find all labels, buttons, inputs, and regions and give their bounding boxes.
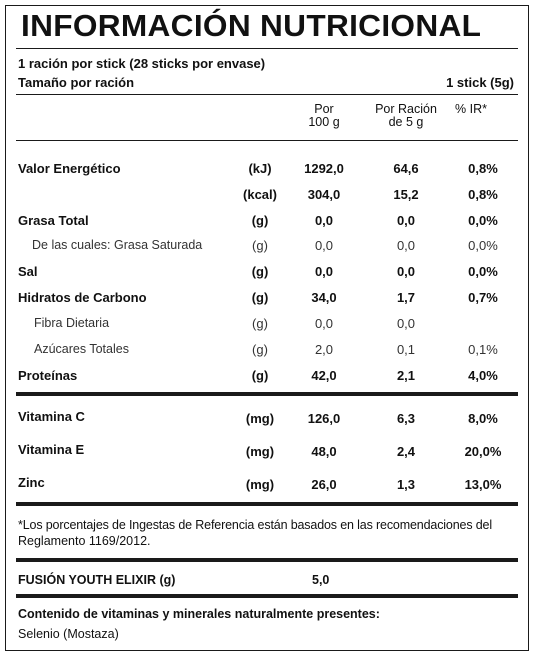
- row-per100: 0,0: [314, 264, 334, 279]
- vitamin-per5: 2,4: [396, 444, 416, 459]
- row-ir: 0,8%: [468, 187, 498, 202]
- row-per5: 15,2: [393, 187, 419, 202]
- vitamin-per100: 26,0: [311, 477, 337, 492]
- serving-size-label: Tamaño por ración: [18, 75, 135, 90]
- serving-size-value: 1 stick (5g): [446, 75, 514, 90]
- row-unit: (kJ): [248, 161, 272, 176]
- row-name: Azúcares Totales: [34, 342, 129, 356]
- label-title: INFORMACIÓN NUTRICIONAL: [21, 8, 482, 43]
- header-divider: [16, 140, 518, 141]
- row-per100: 1292,0: [304, 161, 344, 176]
- row-per5: 64,6: [393, 161, 419, 176]
- row-unit: (g): [251, 264, 269, 279]
- row-name: Proteínas: [18, 368, 78, 383]
- vitamin-name: Vitamina C: [18, 409, 85, 424]
- footnote-line-1: *Los porcentajes de Ingestas de Referencia están basados en las recomendaciones del: [18, 518, 492, 532]
- row-unit: (g): [252, 342, 268, 357]
- row-ir: 0,0%: [468, 238, 498, 253]
- vitamin-ir: 20,0%: [464, 444, 502, 459]
- vitamin-ir: 8,0%: [468, 411, 498, 426]
- row-per100: 0,0: [314, 238, 334, 253]
- vitamin-unit: (mg): [245, 444, 275, 459]
- vitamin-ir: 13,0%: [464, 477, 502, 492]
- row-unit: (g): [251, 290, 269, 305]
- natural-heading: Contenido de vitaminas y minerales naturalmente presentes:: [18, 607, 380, 621]
- row-per5: 1,7: [396, 290, 416, 305]
- row-ir: 0,0%: [468, 264, 498, 279]
- vitamin-name: Vitamina E: [18, 442, 85, 457]
- vitamin-per5: 6,3: [396, 411, 416, 426]
- nutrition-label: [5, 5, 529, 651]
- row-per5: 0,0: [396, 264, 416, 279]
- header-per5: Por Ración de 5 g: [375, 102, 437, 129]
- vitamin-name: Zinc: [18, 475, 45, 490]
- row-ir: 0,1%: [468, 342, 498, 357]
- row-per100: 2,0: [314, 342, 334, 357]
- vitamin-per100: 48,0: [311, 444, 337, 459]
- footnote-divider: [16, 558, 518, 562]
- row-per5: 0,0: [396, 213, 416, 228]
- row-unit: (g): [251, 368, 269, 383]
- vitamin-per5: 1,3: [396, 477, 416, 492]
- fusion-label: FUSIÓN YOUTH ELIXIR (g): [18, 573, 176, 587]
- header-per100: Por 100 g: [308, 102, 340, 129]
- natural-item: Selenio (Mostaza): [18, 627, 119, 641]
- row-name: Grasa Total: [18, 213, 89, 228]
- vitamin-unit: (mg): [245, 477, 275, 492]
- row-name: Sal: [18, 264, 38, 279]
- header-ir: % IR*: [455, 102, 487, 116]
- row-name: De las cuales: Grasa Saturada: [32, 238, 203, 252]
- row-per5: 2,1: [396, 368, 416, 383]
- row-ir: 0,8%: [468, 161, 498, 176]
- row-unit: (g): [252, 238, 268, 253]
- vitamin-unit: (mg): [245, 411, 275, 426]
- serving-per-stick: 1 ración por stick (28 sticks por envase): [18, 56, 266, 71]
- row-unit: (g): [252, 316, 268, 331]
- row-per5: 0,0: [396, 316, 416, 331]
- row-per5: 0,0: [396, 238, 416, 253]
- vitamin-divider: [16, 502, 518, 506]
- fusion-value: 5,0: [312, 573, 330, 587]
- row-per100: 0,0: [314, 316, 334, 331]
- vitamin-per100: 126,0: [307, 411, 341, 426]
- row-per100: 0,0: [314, 213, 334, 228]
- row-ir: 4,0%: [468, 368, 498, 383]
- row-per100: 34,0: [311, 290, 337, 305]
- macro-divider: [16, 392, 518, 396]
- row-unit: (kcal): [243, 187, 277, 202]
- row-per100: 304,0: [307, 187, 341, 202]
- serving-divider: [16, 94, 518, 95]
- row-unit: (g): [251, 213, 269, 228]
- footnote-line-2: Reglamento 1169/2012.: [18, 534, 151, 548]
- row-name: Hidratos de Carbono: [18, 290, 147, 305]
- row-ir: 0,7%: [468, 290, 498, 305]
- row-name: Valor Energético: [18, 161, 121, 176]
- row-per5: 0,1: [396, 342, 416, 357]
- row-per100: 42,0: [311, 368, 337, 383]
- row-name: Fibra Dietaria: [34, 316, 110, 330]
- fusion-divider: [16, 594, 518, 598]
- title-divider: [16, 48, 518, 49]
- row-ir: 0,0%: [468, 213, 498, 228]
